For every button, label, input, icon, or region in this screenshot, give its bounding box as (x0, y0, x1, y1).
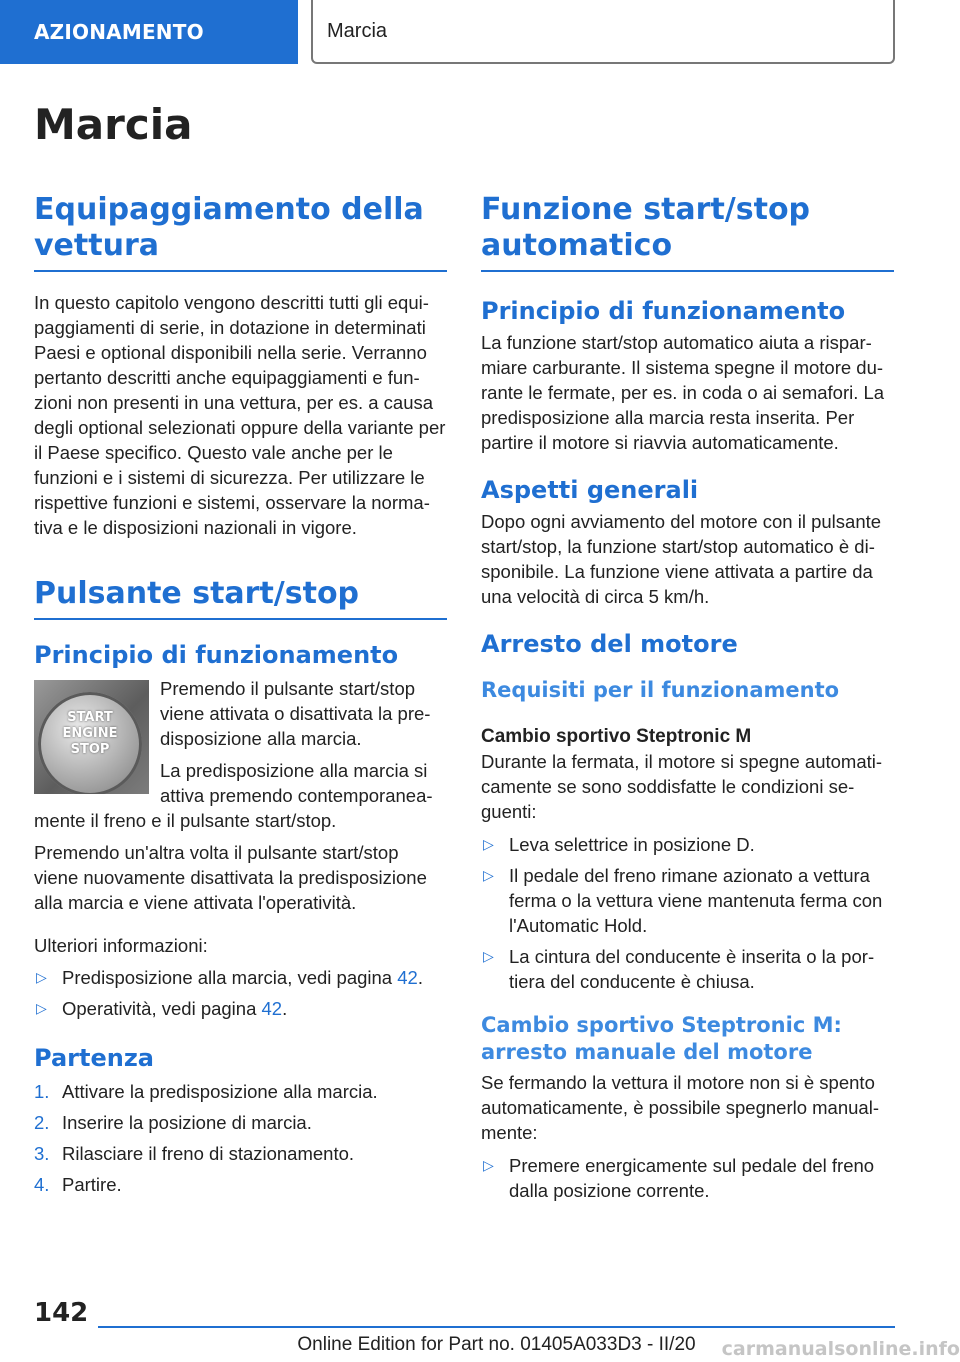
section-title-pulsante: Pulsante start/stop (34, 576, 447, 620)
condition-item (481, 863, 894, 938)
cambio-text: Durante la fermata, il motore si spegne automaticamente se sono soddisfatte le condizioni seguenti: (481, 751, 883, 822)
info-label: Ulteriori informazioni: (34, 935, 208, 956)
manual-text: Se fermando la vettura il motore non si è spento automaticamente, è possibile spegnerlo manualmente: (481, 1072, 879, 1143)
info-item-end: . (282, 998, 288, 1019)
watermark: carmanualsonline.info (721, 1338, 960, 1360)
step-number: 4. (34, 1174, 50, 1195)
right-column (481, 192, 894, 1209)
aspetti-text: Dopo ogni avviamento del motore con il pulsante start/stop, la funzione start/stop automatico è disponibile. La funzione viene attivata a partire da una velocità di circa 5 km/h. (481, 511, 882, 607)
bullet-icon: ▷ (483, 836, 494, 852)
section-tab (0, 0, 298, 64)
manual-item (481, 1153, 894, 1203)
condition-item (481, 944, 894, 994)
topic-label: Marcia (327, 19, 388, 42)
button-text-start: START (67, 710, 113, 725)
equipaggiamento-text: In questo capitolo vengono descritti tutti gli equipaggiamenti di serie, in dotazione in determinati Paesi e optional disponibili nella serie. Verranno pertanto descritti anche equipaggiamenti e funzioni non presenti in una vettura, per es. a causa degli optional selezionati oppure della variante per il Paese specifico. Questo vale anche per le funzioni e i sistemi di sicurezza. Per utilizzare le rispettive funzioni e sistemi, osservare la normativa e le disposizioni nazionali in vigore. (34, 292, 446, 538)
info-item-text: Predisposizione alla marcia, vedi pagina (62, 967, 398, 988)
subtitle-requisiti: Requisiti per il funzionamento (481, 678, 840, 702)
step-number: 2. (34, 1112, 50, 1133)
bullet-icon: ▷ (483, 867, 494, 883)
page-link[interactable]: 42 (261, 998, 283, 1019)
info-item-end: . (417, 967, 423, 988)
step-item (34, 1172, 447, 1197)
info-item (34, 996, 447, 1021)
principio-right-text: La funzione start/stop automatico aiuta a risparmiare carburante. Il sistema spegne il motore durante le fermate, per es. in coda o ai semafori. La predisposizione alla marcia resta inserita. Per partire il motore si riavvia automaticamente. (481, 332, 885, 453)
subtitle-partenza: Partenza (34, 1044, 154, 1072)
button-image-label (34, 710, 146, 758)
subtitle-principio-right: Principio di funzionamento (481, 297, 846, 325)
page-number: 142 (34, 1298, 89, 1328)
step-item (34, 1079, 447, 1104)
condition-text: Il pedale del freno rimane azionato a vettura ferma o la vettura viene mantenuta ferma con l'Automatic Hold. (509, 865, 883, 936)
page-title: Marcia (34, 100, 193, 149)
left-column (34, 192, 447, 1203)
steps-list (34, 1079, 447, 1197)
bullet-icon: ▷ (483, 1157, 494, 1173)
start-stop-button-image (34, 680, 149, 794)
condition-item (481, 832, 894, 857)
bullet-icon: ▷ (36, 1000, 47, 1016)
button-text-engine: ENGINE (62, 726, 118, 741)
step-text: Inserire la posizione di marcia. (62, 1112, 312, 1133)
section-title-equipaggiamento: Equipaggiamento della vettura (34, 192, 447, 272)
subtitle-cambio: Cambio sportivo Steptronic M (481, 726, 752, 747)
condition-text: La cintura del conducente è inserita o la portiera del conducente è chiusa. (509, 946, 875, 992)
bullet-icon: ▷ (483, 948, 494, 964)
step-item (34, 1141, 447, 1166)
section-title-start-stop: Funzione start/stop automatico (481, 192, 894, 272)
button-text-stop: STOP (70, 742, 110, 757)
subtitle-arresto: Arresto del motore (481, 630, 738, 658)
step-text: Attivare la predisposizione alla marcia. (62, 1081, 378, 1102)
principio-text-1: Premendo il pulsante start/stop viene attivata o disattivata la predisposizione alla marcia. (160, 678, 431, 749)
subtitle-aspetti: Aspetti generali (481, 476, 699, 504)
step-text: Partire. (62, 1174, 122, 1195)
footer-edition: Online Edition for Part no. 01405A033D3 - II/20 (297, 1334, 696, 1355)
bullet-icon: ▷ (36, 969, 47, 985)
page-link[interactable]: 42 (397, 967, 418, 988)
topic-header (311, 0, 895, 64)
principio-text-3: Premendo un'altra volta il pulsante start/stop viene nuovamente disattivata la predisposizione alla marcia e viene attivata l'operatività. (34, 842, 427, 913)
conditions-list (481, 832, 894, 994)
condition-text: Leva selettrice in posizione D. (509, 834, 755, 855)
principio-text-2: La predisposizione alla marcia si attiva premendo contemporaneamente il freno e il pulsante start/stop. (34, 760, 433, 831)
section-label: AZIONAMENTO (34, 20, 204, 44)
manual-list (481, 1153, 894, 1203)
manual-item-text: Premere energicamente sul pedale del freno dalla posizione corrente. (509, 1155, 875, 1201)
step-text: Rilasciare il freno di stazionamento. (62, 1143, 355, 1164)
footer-divider (98, 1326, 895, 1328)
step-number: 1. (34, 1081, 50, 1102)
info-item-text: Operatività, vedi pagina (62, 998, 262, 1019)
info-item (34, 965, 447, 990)
info-list (34, 965, 447, 1021)
principio-block (34, 676, 447, 915)
step-number: 3. (34, 1143, 50, 1164)
subtitle-principio-left: Principio di funzionamento (34, 641, 399, 669)
step-item (34, 1110, 447, 1135)
subtitle-arresto-manuale: Cambio sportivo Steptronic M: arresto manuale del motore (481, 1013, 842, 1064)
